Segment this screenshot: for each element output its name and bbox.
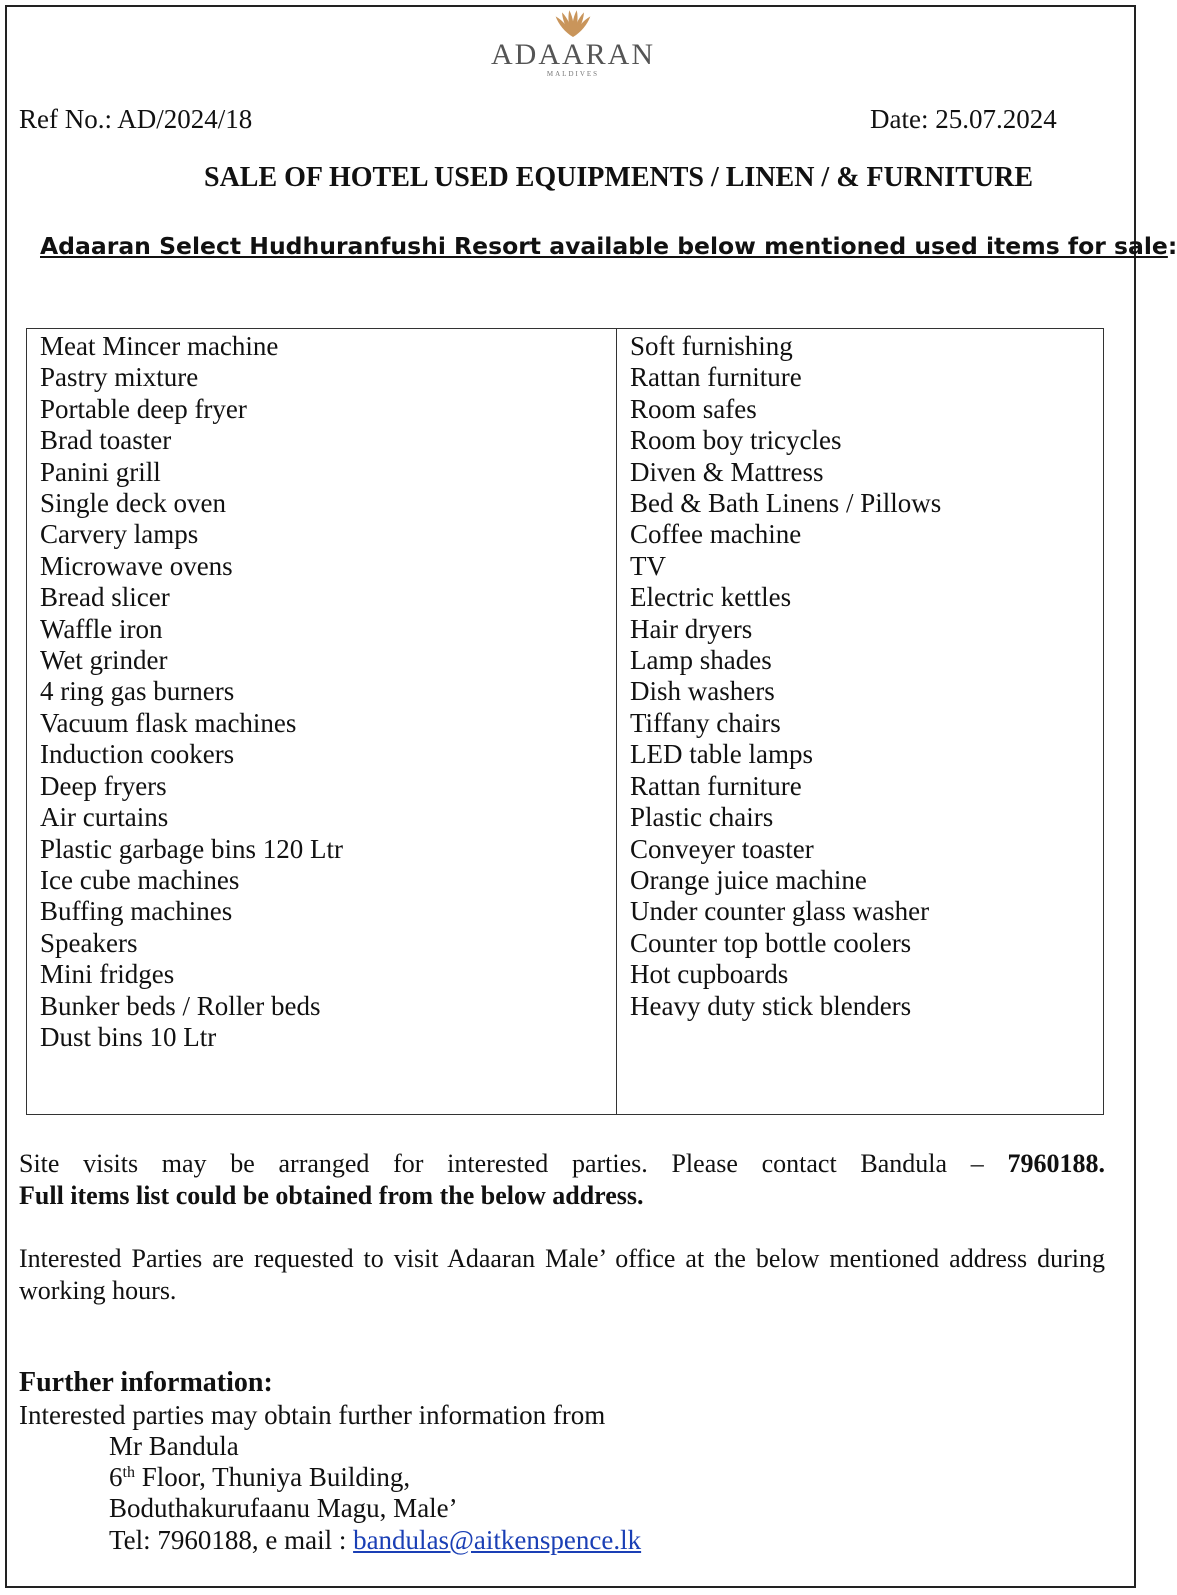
floor-number: 6 — [109, 1462, 123, 1492]
contact-name: Mr Bandula — [109, 1431, 239, 1461]
list-item: Electric kettles — [630, 582, 792, 613]
list-item: Heavy duty stick blenders — [630, 990, 912, 1021]
items-table — [26, 328, 1104, 1115]
items-column-left — [27, 329, 617, 1114]
site-visit-word: contact — [761, 1149, 837, 1178]
list-item: Speakers — [40, 927, 138, 958]
visit-office-paragraph: Interested Parties are requested to visit Adaaran Male’ office at the below mentioned address during working hours. — [19, 1244, 1105, 1305]
site-visit-word: parties. — [571, 1149, 648, 1178]
site-visit-word: be — [230, 1149, 255, 1178]
list-item: Brad toaster — [40, 425, 172, 456]
site-visit-word: interested — [447, 1149, 549, 1178]
list-item: Bunker beds / Roller beds — [40, 990, 321, 1021]
items-column-right — [617, 329, 1103, 1114]
notice-subtitle — [40, 232, 1177, 260]
list-item: Coffee machine — [630, 519, 802, 550]
site-visit-word: – — [970, 1149, 984, 1178]
palm-leaves-icon — [549, 8, 597, 38]
logo-subtitle: MALDIVES — [546, 70, 600, 78]
list-item: Orange juice machine — [630, 864, 867, 895]
list-item: Meat Mincer machine — [40, 331, 279, 361]
logo-name: ADAARAN — [491, 38, 655, 71]
list-item: Tiffany chairs — [630, 707, 781, 738]
subtitle-text: Adaaran Select Hudhuranfushi Resort available below mentioned used items for sale — [40, 232, 1168, 260]
list-item: Wet grinder — [40, 645, 168, 676]
email-link[interactable]: bandulas@aitkenspence.lk — [353, 1525, 642, 1555]
items-list-left — [40, 331, 616, 1053]
list-item: Rattan furniture — [630, 362, 802, 393]
floor-building: Floor, Thuniya Building, — [134, 1462, 411, 1492]
site-visit-word: may — [161, 1149, 207, 1178]
site-visit-word: arranged — [278, 1149, 370, 1178]
site-visit-paragraph — [19, 1148, 1105, 1212]
list-item: Room safes — [630, 393, 757, 424]
list-item: LED table lamps — [630, 739, 813, 770]
site-visit-word: visits — [83, 1149, 139, 1178]
full-list-note: Full items list could be obtained from the below address. — [19, 1181, 644, 1210]
list-item: Rattan furniture — [630, 770, 802, 801]
contact-tel-email — [109, 1525, 641, 1556]
list-item: Dust bins 10 Ltr — [40, 1021, 217, 1052]
list-item: Single deck oven — [40, 488, 226, 519]
list-item: Deep fryers — [40, 770, 167, 801]
list-item: Soft furnishing — [630, 331, 793, 361]
list-item: Waffle iron — [40, 613, 163, 644]
list-item: Diven & Mattress — [630, 456, 824, 487]
items-list-right — [630, 331, 1103, 1022]
notice-date: Date: 25.07.2024 — [870, 104, 1057, 134]
address-floor — [109, 1462, 410, 1493]
site-visit-word: Site — [19, 1149, 60, 1178]
floor-suffix: th — [122, 1464, 135, 1481]
address-street: Boduthakurufaanu Magu, Male’ — [109, 1493, 458, 1523]
notice-title: SALE OF HOTEL USED EQUIPMENTS / LINEN / & FURNITURE — [204, 162, 1033, 193]
list-item: Hot cupboards — [630, 959, 789, 990]
list-item: Portable deep fryer — [40, 393, 247, 424]
subtitle-colon: : — [1167, 232, 1177, 260]
list-item: Counter top bottle coolers — [630, 927, 912, 958]
contact-phone: 7960188. — [1007, 1149, 1105, 1178]
list-item: Microwave ovens — [40, 550, 233, 581]
list-item: Plastic chairs — [630, 802, 774, 833]
list-item: Buffing machines — [40, 896, 233, 927]
site-visit-word: Bandula — [860, 1149, 948, 1178]
list-item: Plastic garbage bins 120 Ltr — [40, 833, 343, 864]
list-item: Under counter glass washer — [630, 896, 930, 927]
list-item: Dish washers — [630, 676, 775, 707]
list-item: Mini fridges — [40, 959, 175, 990]
list-item: Room boy tricycles — [630, 425, 842, 456]
list-item: Induction cookers — [40, 739, 235, 770]
telephone: Tel: 7960188, e mail : — [109, 1525, 354, 1555]
list-item: Carvery lamps — [40, 519, 199, 550]
list-item: Conveyer toaster — [630, 833, 814, 864]
list-item: Air curtains — [40, 802, 169, 833]
site-visit-word: for — [393, 1149, 424, 1178]
list-item: Ice cube machines — [40, 864, 240, 895]
list-item: Hair dryers — [630, 613, 753, 644]
list-item: Vacuum flask machines — [40, 707, 297, 738]
further-info-heading: Further information: — [19, 1367, 273, 1398]
site-visit-word: Please — [671, 1149, 738, 1178]
further-info-intro: Interested parties may obtain further information from — [19, 1400, 606, 1430]
list-item: Lamp shades — [630, 645, 772, 676]
list-item: TV — [630, 550, 666, 581]
list-item: Bed & Bath Linens / Pillows — [630, 488, 942, 519]
reference-number: Ref No.: AD/2024/18 — [19, 104, 253, 134]
list-item: 4 ring gas burners — [40, 676, 235, 707]
list-item: Bread slicer — [40, 582, 170, 613]
list-item: Pastry mixture — [40, 362, 199, 393]
adaaran-logo — [0, 8, 1146, 79]
list-item: Panini grill — [40, 456, 161, 487]
site-visit-line — [19, 1148, 1105, 1180]
